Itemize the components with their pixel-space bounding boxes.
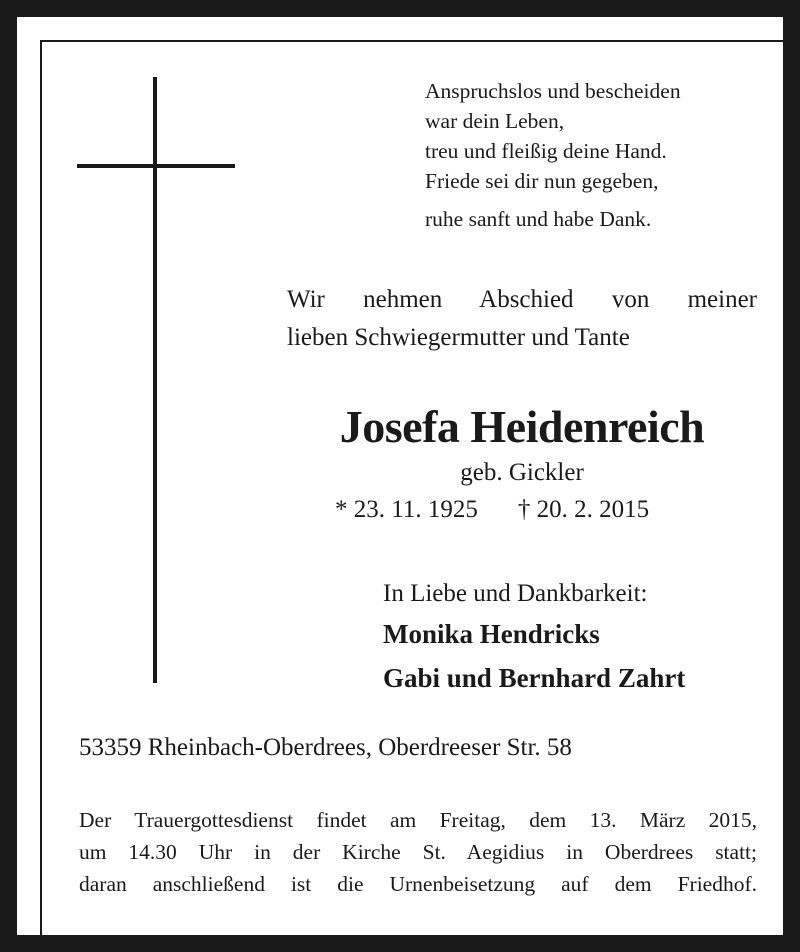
mourners-intro: In Liebe und Dankbarkeit: [383,580,648,607]
life-dates [335,494,649,526]
birth-date: * 23. 11. 1925 [335,496,478,523]
poem-line: treu und fleißig deine Hand. [425,139,667,163]
mourners [383,576,685,700]
death-date: † 20. 2. 2015 [517,496,650,523]
mourner-name: Monika Hendricks [383,619,600,649]
family-address: 53359 Rheinbach-Oberdrees, Oberdreeser Str. 58 [79,734,572,761]
funeral-service-info [79,804,757,900]
poem-line: ruhe sanft und habe Dank. [425,207,652,231]
farewell-text [287,281,757,357]
service-line: um 14.30 Uhr in der Kirche St. Aegidius in Oberdrees statt; [79,840,757,864]
poem-line: war dein Leben, [425,109,565,133]
poem-line: Anspruchslos und bescheiden [425,79,681,103]
cross-horizontal-bar [77,164,235,168]
deceased-name: Josefa Heidenreich [339,401,705,452]
service-line: Der Trauergottesdienst findet am Freitag, dem 13. März 2015, [79,808,757,832]
poem [425,76,681,234]
mourner-name: Gabi und Bernhard Zahrt [383,663,686,693]
farewell-line: lieben Schwiegermutter und Tante [287,324,630,351]
farewell-line: Wir nehmen Abschied von meiner [287,286,757,313]
maiden-name: geb. Gickler [460,459,584,486]
poem-line: Friede sei dir nun gegeben, [425,169,659,193]
service-line: daran anschließend ist die Urnenbeisetzung auf dem Friedhof. [79,872,757,896]
